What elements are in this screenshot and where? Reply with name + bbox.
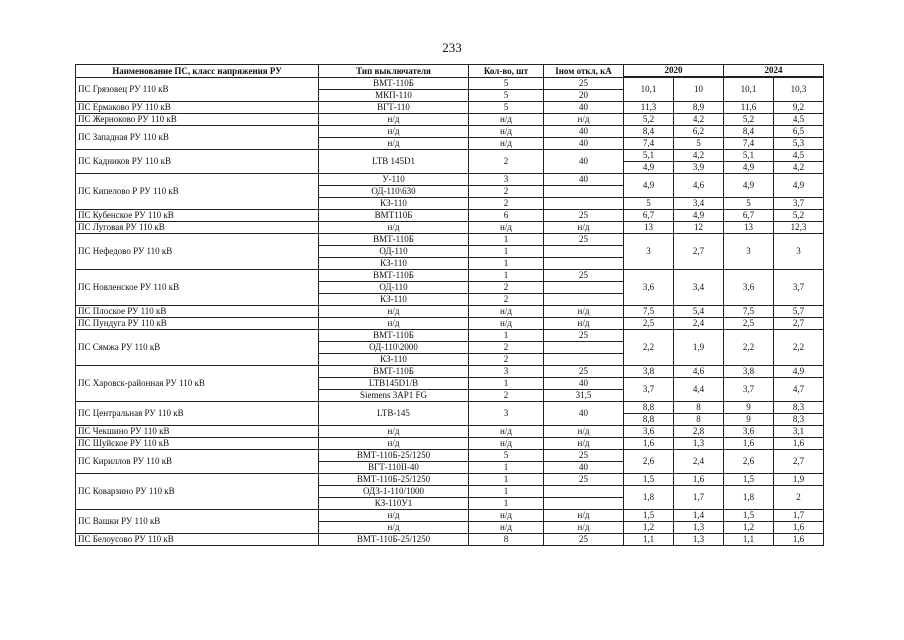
inom-cell: 40 [544, 138, 624, 150]
quantity-cell: 5 [469, 102, 544, 114]
value-2020-a-cell: 2,2 [624, 330, 674, 366]
value-2024-a-cell: 3,6 [724, 426, 774, 438]
quantity-cell: 1 [469, 498, 544, 510]
value-2024-b-cell: 3,7 [774, 270, 824, 306]
inom-cell: н/д [544, 318, 624, 330]
inom-cell: 40 [544, 378, 624, 390]
inom-cell: 25 [544, 270, 624, 282]
quantity-cell: 2 [469, 342, 544, 354]
quantity-cell: 8 [469, 534, 544, 546]
value-2024-b-cell: 1,6 [774, 522, 824, 534]
quantity-cell: н/д [469, 426, 544, 438]
quantity-cell: н/д [469, 522, 544, 534]
quantity-cell: 3 [469, 366, 544, 378]
value-2020-a-cell: 1,5 [624, 510, 674, 522]
value-2020-b-cell: 2,7 [674, 234, 724, 270]
value-2020-b-cell: 3,9 [674, 162, 724, 174]
breaker-type-cell: н/д [319, 306, 469, 318]
value-2020-b-cell: 3,4 [674, 270, 724, 306]
inom-cell: 25 [544, 366, 624, 378]
breaker-type-cell: ВГТ-110 [319, 102, 469, 114]
inom-cell: н/д [544, 510, 624, 522]
quantity-cell: 1 [469, 270, 544, 282]
breaker-type-cell: У-110 [319, 174, 469, 186]
value-2024-a-cell: 1,1 [724, 534, 774, 546]
quantity-cell: 5 [469, 78, 544, 90]
value-2020-b-cell: 4,4 [674, 378, 724, 402]
inom-cell: 25 [544, 330, 624, 342]
value-2024-b-cell: 9,2 [774, 102, 824, 114]
value-2020-a-cell: 10,1 [624, 78, 674, 102]
quantity-cell: 1 [469, 462, 544, 474]
value-2020-a-cell: 1,6 [624, 438, 674, 450]
quantity-cell: н/д [469, 438, 544, 450]
inom-cell: 25 [544, 78, 624, 90]
substation-cell: ПС Луговая РУ 110 кВ [76, 222, 319, 234]
table-row [76, 450, 824, 462]
value-2020-b-cell: 1,3 [674, 522, 724, 534]
substation-cell: ПС Сямжа РУ 110 кВ [76, 330, 319, 366]
value-2020-b-cell: 1,6 [674, 474, 724, 486]
value-2020-a-cell: 3,6 [624, 270, 674, 306]
substation-cell: ПС Ермаково РУ 110 кВ [76, 102, 319, 114]
value-2024-a-cell: 3 [724, 234, 774, 270]
inom-cell: н/д [544, 306, 624, 318]
value-2020-a-cell: 3 [624, 234, 674, 270]
inom-cell [544, 282, 624, 294]
value-2024-a-cell: 1,5 [724, 474, 774, 486]
table-row [76, 402, 824, 414]
value-2020-b-cell: 12 [674, 222, 724, 234]
value-2024-b-cell: 8,3 [774, 414, 824, 426]
value-2020-b-cell: 4,6 [674, 174, 724, 198]
substation-cell: ПС Коварзино РУ 110 кВ [76, 474, 319, 510]
breaker-type-cell: ВМТ110Б [319, 210, 469, 222]
substation-cell: ПС Грязовец РУ 110 кВ [76, 78, 319, 102]
value-2024-a-cell: 1,2 [724, 522, 774, 534]
value-2020-a-cell: 4,9 [624, 162, 674, 174]
value-2024-b-cell: 5,2 [774, 210, 824, 222]
quantity-cell: н/д [469, 510, 544, 522]
breaker-type-cell: КЗ-110 [319, 294, 469, 306]
inom-cell [544, 486, 624, 498]
value-2020-b-cell: 4,2 [674, 114, 724, 126]
quantity-cell: 3 [469, 174, 544, 186]
breaker-type-cell: н/д [319, 426, 469, 438]
breaker-type-cell: ОДЗ-1-110/1000 [319, 486, 469, 498]
quantity-cell: 6 [469, 210, 544, 222]
quantity-cell: н/д [469, 126, 544, 138]
substation-cell: ПС Плоское РУ 110 кВ [76, 306, 319, 318]
value-2024-b-cell: 1,9 [774, 474, 824, 486]
table-row [76, 78, 824, 90]
table-row [76, 210, 824, 222]
header-substation: Наименование ПС, класс напряжения РУ [76, 65, 319, 78]
quantity-cell: 1 [469, 330, 544, 342]
breaker-type-cell: КЗ-110 [319, 198, 469, 210]
value-2020-b-cell: 8,9 [674, 102, 724, 114]
value-2024-b-cell: 1,7 [774, 510, 824, 522]
table-body [76, 78, 824, 546]
value-2024-b-cell: 10,3 [774, 78, 824, 102]
quantity-cell: 1 [469, 486, 544, 498]
substation-cell: ПС Кадников РУ 110 кВ [76, 150, 319, 174]
breaker-table [75, 64, 824, 546]
value-2020-b-cell: 1,3 [674, 438, 724, 450]
value-2020-a-cell: 1,8 [624, 486, 674, 510]
table-row [76, 366, 824, 378]
table-row [76, 150, 824, 162]
table-header-row [76, 65, 824, 77]
substation-cell: ПС Западная РУ 110 кВ [76, 126, 319, 150]
table-row [76, 126, 824, 138]
quantity-cell: 2 [469, 198, 544, 210]
value-2020-a-cell: 8,8 [624, 414, 674, 426]
value-2020-b-cell: 5 [674, 138, 724, 150]
quantity-cell: 2 [469, 282, 544, 294]
table-row [76, 174, 824, 186]
value-2020-b-cell: 8 [674, 414, 724, 426]
value-2020-b-cell: 6,2 [674, 126, 724, 138]
value-2024-a-cell: 8,4 [724, 126, 774, 138]
value-2024-a-cell: 3,7 [724, 378, 774, 402]
inom-cell: 20 [544, 90, 624, 102]
substation-cell: ПС Белоусово РУ 110 кВ [76, 534, 319, 546]
table-row [76, 270, 824, 282]
value-2024-a-cell: 1,6 [724, 438, 774, 450]
substation-cell: ПС Шуйское РУ 110 кВ [76, 438, 319, 450]
value-2020-a-cell: 3,8 [624, 366, 674, 378]
value-2024-b-cell: 3 [774, 234, 824, 270]
value-2020-b-cell: 1,3 [674, 534, 724, 546]
table-row [76, 114, 824, 126]
header-quantity: Кол-во, шт [469, 65, 544, 78]
value-2024-b-cell: 5,7 [774, 306, 824, 318]
breaker-type-cell: КЗ-110 [319, 258, 469, 270]
quantity-cell: 1 [469, 378, 544, 390]
inom-cell: 40 [544, 462, 624, 474]
value-2024-b-cell: 5,3 [774, 138, 824, 150]
inom-cell: 25 [544, 210, 624, 222]
value-2020-a-cell: 13 [624, 222, 674, 234]
substation-cell: ПС Чекшино РУ 110 кВ [76, 426, 319, 438]
breaker-type-cell: ВМТ-110Б [319, 234, 469, 246]
value-2020-a-cell: 6,7 [624, 210, 674, 222]
value-2024-b-cell: 2 [774, 486, 824, 510]
inom-cell: н/д [544, 426, 624, 438]
quantity-cell: н/д [469, 306, 544, 318]
value-2020-b-cell: 10 [674, 78, 724, 102]
value-2024-b-cell: 4,9 [774, 366, 824, 378]
value-2020-b-cell: 2,4 [674, 450, 724, 474]
inom-cell: н/д [544, 522, 624, 534]
breaker-type-cell: ОД-110\630 [319, 186, 469, 198]
table-row [76, 102, 824, 114]
quantity-cell: 1 [469, 246, 544, 258]
value-2024-a-cell: 3,6 [724, 270, 774, 306]
value-2024-a-cell: 1,5 [724, 510, 774, 522]
value-2020-a-cell: 7,4 [624, 138, 674, 150]
quantity-cell: 2 [469, 390, 544, 402]
substation-cell: ПС Жерноково РУ 110 кВ [76, 114, 319, 126]
value-2020-b-cell: 1,7 [674, 486, 724, 510]
breaker-type-cell: н/д [319, 318, 469, 330]
value-2024-a-cell: 5,1 [724, 150, 774, 162]
breaker-type-cell: ОД-110 [319, 246, 469, 258]
header-year-2024: 2024 [724, 65, 824, 77]
breaker-type-cell: ВМТ-110Б [319, 366, 469, 378]
substation-cell: ПС Кипелово Р РУ 110 кВ [76, 174, 319, 210]
value-2020-b-cell: 4,9 [674, 210, 724, 222]
breaker-type-cell: Siemens 3AP1 FG [319, 390, 469, 402]
inom-cell [544, 294, 624, 306]
value-2020-b-cell: 1,4 [674, 510, 724, 522]
inom-cell [544, 342, 624, 354]
value-2024-b-cell: 12,3 [774, 222, 824, 234]
breaker-type-cell: LTB-145 [319, 402, 469, 426]
value-2024-b-cell: 1,6 [774, 438, 824, 450]
value-2024-a-cell: 9 [724, 414, 774, 426]
value-2024-b-cell: 4,5 [774, 150, 824, 162]
breaker-type-cell: ВМТ-110Б-25/1250 [319, 474, 469, 486]
inom-cell: 40 [544, 174, 624, 186]
quantity-cell: 2 [469, 150, 544, 174]
breaker-type-cell: н/д [319, 522, 469, 534]
quantity-cell: 3 [469, 402, 544, 426]
breaker-type-cell: н/д [319, 510, 469, 522]
breaker-type-cell: МКП-110 [319, 90, 469, 102]
value-2024-b-cell: 2,7 [774, 318, 824, 330]
breaker-type-cell: LTB145D1/B [319, 378, 469, 390]
quantity-cell: 5 [469, 90, 544, 102]
value-2024-a-cell: 7,4 [724, 138, 774, 150]
substation-cell: ПС Кириллов РУ 110 кВ [76, 450, 319, 474]
quantity-cell: н/д [469, 222, 544, 234]
breaker-type-cell: ВМТ-110Б [319, 78, 469, 90]
value-2020-a-cell: 1,1 [624, 534, 674, 546]
value-2024-a-cell: 4,9 [724, 162, 774, 174]
table-row [76, 222, 824, 234]
value-2024-b-cell: 2,7 [774, 450, 824, 474]
breaker-type-cell: н/д [319, 126, 469, 138]
quantity-cell: 5 [469, 450, 544, 462]
inom-cell: 25 [544, 474, 624, 486]
inom-cell: 40 [544, 150, 624, 174]
breaker-type-cell: LTB 145D1 [319, 150, 469, 174]
inom-cell [544, 246, 624, 258]
table-row [76, 330, 824, 342]
breaker-type-cell: КЗ-110У1 [319, 498, 469, 510]
inom-cell [544, 186, 624, 198]
inom-cell: н/д [544, 114, 624, 126]
value-2020-a-cell: 2,5 [624, 318, 674, 330]
quantity-cell: н/д [469, 138, 544, 150]
substation-cell: ПС Пундуга РУ 110 кВ [76, 318, 319, 330]
quantity-cell: 1 [469, 234, 544, 246]
quantity-cell: 2 [469, 354, 544, 366]
table-row [76, 534, 824, 546]
value-2020-b-cell: 4,6 [674, 366, 724, 378]
breaker-type-cell: ВМТ-110Б [319, 330, 469, 342]
value-2024-b-cell: 4,9 [774, 174, 824, 198]
value-2020-a-cell: 5,2 [624, 114, 674, 126]
inom-cell: 40 [544, 126, 624, 138]
value-2020-a-cell: 7,5 [624, 306, 674, 318]
value-2024-b-cell: 3,1 [774, 426, 824, 438]
page-number: 233 [442, 40, 462, 55]
value-2020-b-cell: 4,2 [674, 150, 724, 162]
table-row [76, 234, 824, 246]
substation-cell: ПС Харовск-районная РУ 110 кВ [76, 366, 319, 402]
quantity-cell: н/д [469, 114, 544, 126]
breaker-type-cell: н/д [319, 438, 469, 450]
value-2020-a-cell: 5,1 [624, 150, 674, 162]
value-2024-b-cell: 2,2 [774, 330, 824, 366]
quantity-cell: 1 [469, 258, 544, 270]
header-inom: Iном откл, кА [544, 65, 624, 78]
value-2020-a-cell: 2,6 [624, 450, 674, 474]
inom-cell [544, 258, 624, 270]
value-2020-a-cell: 5 [624, 198, 674, 210]
breaker-type-cell: ВМТ-110Б-25/1250 [319, 450, 469, 462]
value-2024-b-cell: 1,6 [774, 534, 824, 546]
value-2024-a-cell: 4,9 [724, 174, 774, 198]
inom-cell: 25 [544, 450, 624, 462]
inom-cell: 40 [544, 402, 624, 426]
breaker-type-cell: ВМТ-110Б-25/1250 [319, 534, 469, 546]
value-2024-a-cell: 11,6 [724, 102, 774, 114]
value-2024-a-cell: 13 [724, 222, 774, 234]
breaker-type-cell: н/д [319, 138, 469, 150]
breaker-type-cell: ОД-110\2000 [319, 342, 469, 354]
inom-cell: 31,5 [544, 390, 624, 402]
quantity-cell: 2 [469, 186, 544, 198]
inom-cell: 25 [544, 534, 624, 546]
substation-cell: ПС Центральная РУ 110 кВ [76, 402, 319, 426]
substation-cell: ПС Кубенское РУ 110 кВ [76, 210, 319, 222]
inom-cell [544, 198, 624, 210]
value-2020-a-cell: 3,7 [624, 378, 674, 402]
value-2024-a-cell: 6,7 [724, 210, 774, 222]
breaker-type-cell: КЗ-110 [319, 354, 469, 366]
substation-cell: ПС Новленское РУ 110 кВ [76, 270, 319, 306]
table-row [76, 438, 824, 450]
value-2020-a-cell: 11,3 [624, 102, 674, 114]
value-2024-b-cell: 4,2 [774, 162, 824, 174]
value-2024-a-cell: 5,2 [724, 114, 774, 126]
substation-cell: ПС Вашки РУ 110 кВ [76, 510, 319, 534]
inom-cell: н/д [544, 438, 624, 450]
breaker-type-cell: ОД-110 [319, 282, 469, 294]
table-row [76, 474, 824, 486]
value-2024-a-cell: 2,2 [724, 330, 774, 366]
quantity-cell: 1 [469, 474, 544, 486]
value-2020-b-cell: 3,4 [674, 198, 724, 210]
value-2020-b-cell: 5,4 [674, 306, 724, 318]
header-breaker-type: Тип выключателя [319, 65, 469, 78]
breaker-type-cell: ВГТ-110II-40 [319, 462, 469, 474]
value-2024-b-cell: 4,7 [774, 378, 824, 402]
value-2024-a-cell: 2,6 [724, 450, 774, 474]
value-2020-a-cell: 4,9 [624, 174, 674, 198]
value-2024-a-cell: 10,1 [724, 78, 774, 102]
value-2020-b-cell: 8 [674, 402, 724, 414]
value-2024-a-cell: 3,8 [724, 366, 774, 378]
value-2024-a-cell: 1,8 [724, 486, 774, 510]
value-2024-a-cell: 9 [724, 402, 774, 414]
substation-cell: ПС Нефедово РУ 110 кВ [76, 234, 319, 270]
value-2020-b-cell: 2,4 [674, 318, 724, 330]
value-2020-b-cell: 1,9 [674, 330, 724, 366]
inom-cell [544, 498, 624, 510]
breaker-type-cell: н/д [319, 222, 469, 234]
value-2020-a-cell: 8,4 [624, 126, 674, 138]
value-2024-b-cell: 3,7 [774, 198, 824, 210]
value-2024-a-cell: 7,5 [724, 306, 774, 318]
value-2024-b-cell: 8,3 [774, 402, 824, 414]
header-year-2020: 2020 [624, 65, 724, 77]
quantity-cell: н/д [469, 318, 544, 330]
inom-cell: 25 [544, 234, 624, 246]
table-row [76, 510, 824, 522]
inom-cell: 40 [544, 102, 624, 114]
table-row [76, 306, 824, 318]
value-2020-b-cell: 2,8 [674, 426, 724, 438]
value-2024-a-cell: 5 [724, 198, 774, 210]
table-row [76, 426, 824, 438]
inom-cell [544, 354, 624, 366]
breaker-type-cell: н/д [319, 114, 469, 126]
quantity-cell: 2 [469, 294, 544, 306]
inom-cell: н/д [544, 222, 624, 234]
value-2020-a-cell: 1,5 [624, 474, 674, 486]
value-2020-a-cell: 8,8 [624, 402, 674, 414]
table-row [76, 318, 824, 330]
value-2020-a-cell: 3,6 [624, 426, 674, 438]
breaker-type-cell: ВМТ-110Б [319, 270, 469, 282]
value-2024-b-cell: 6,5 [774, 126, 824, 138]
value-2020-a-cell: 1,2 [624, 522, 674, 534]
value-2024-b-cell: 4,5 [774, 114, 824, 126]
value-2024-a-cell: 2,5 [724, 318, 774, 330]
